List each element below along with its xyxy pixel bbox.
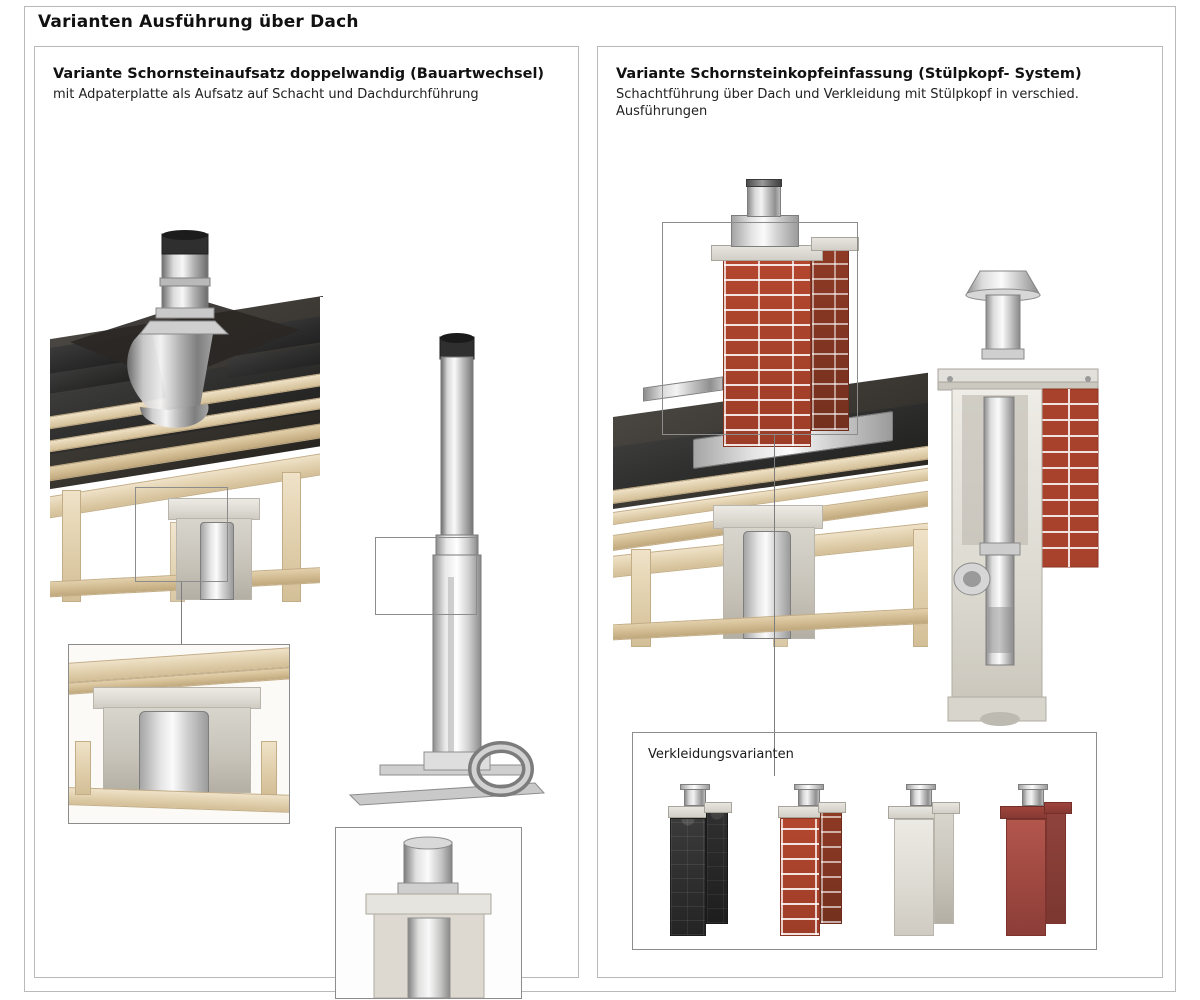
variants-leader xyxy=(774,435,775,776)
variant-putz-rot xyxy=(982,782,1082,942)
variant-putz-hell xyxy=(870,782,970,942)
detail-callout-frame-connector xyxy=(375,537,477,615)
variant-klinker-rot xyxy=(758,782,858,942)
panel-left xyxy=(34,46,579,978)
panel-left-header xyxy=(53,65,568,103)
detail-callout-frame-chimney xyxy=(662,222,858,435)
panel-right xyxy=(597,46,1163,978)
chimney-top-pipe xyxy=(747,185,781,217)
variants-caption: Verkleidungsvarianten xyxy=(648,747,794,762)
page-title: Varianten Ausführung über Dach xyxy=(38,12,359,32)
photo-connector-detail xyxy=(335,827,522,999)
panel-left-subheading: mit Adpaterplatte als Aufsatz auf Schacht und Dachdurchführung xyxy=(53,87,479,102)
panel-right-heading: Variante Schornsteinkopfeinfassung (Stülpkopf- System) xyxy=(616,66,1082,82)
panel-right-subheading: Schachtführung über Dach und Verkleidung mit Stülpkopf in verschied. Ausführungen xyxy=(616,87,1079,119)
panel-right-header xyxy=(616,65,1152,120)
detail-callout-frame-shaft xyxy=(135,487,228,582)
panel-left-heading: Variante Schornsteinaufsatz doppelwandig (Bauartwechsel) xyxy=(53,66,545,82)
photo-chimney-cutaway xyxy=(928,227,1153,737)
variant-anthrazit-schindel xyxy=(646,782,746,942)
photo-shaft-detail xyxy=(68,644,290,824)
